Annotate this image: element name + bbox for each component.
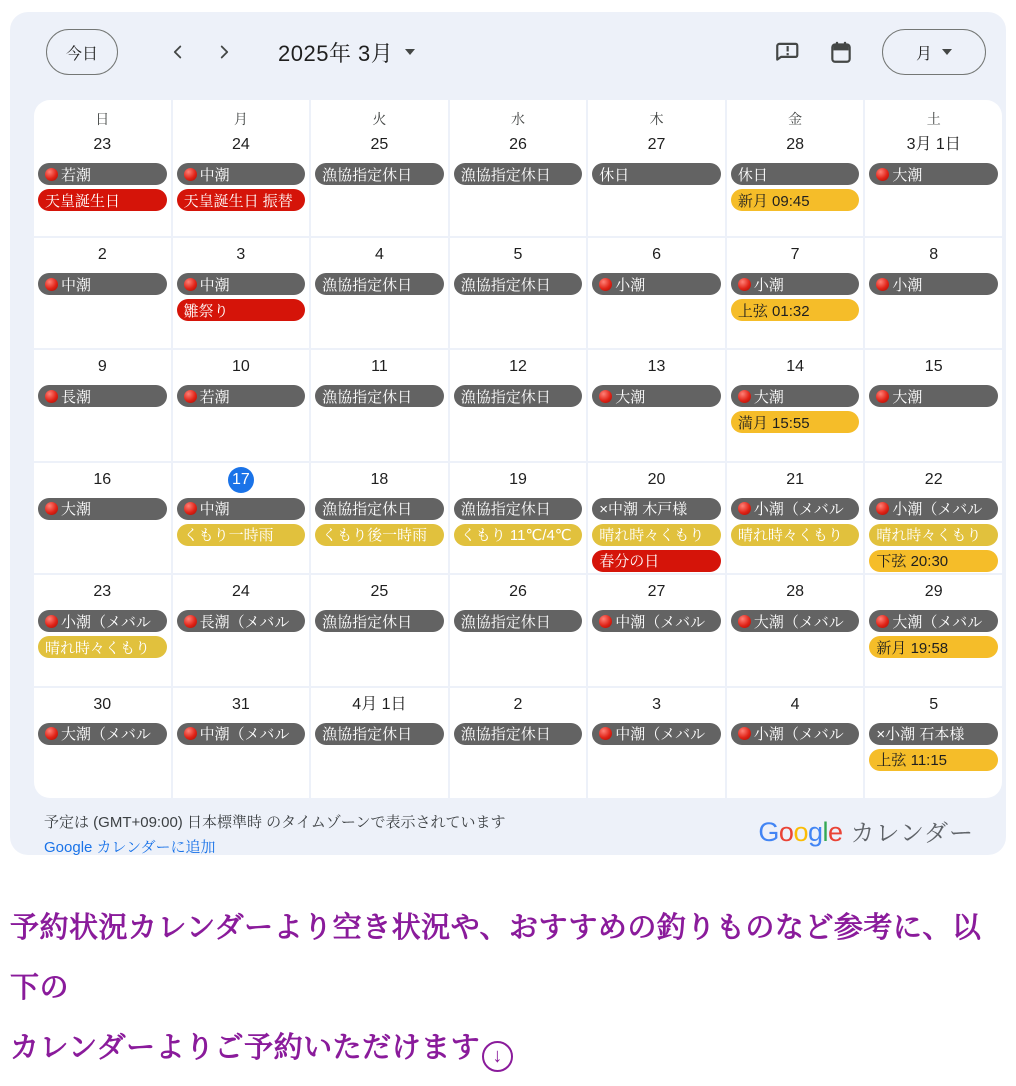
day-cell[interactable] bbox=[311, 238, 448, 348]
day-cell[interactable] bbox=[588, 100, 725, 236]
event-chip[interactable] bbox=[592, 524, 721, 546]
day-number[interactable]: 13 bbox=[647, 358, 666, 376]
day-cell[interactable] bbox=[34, 100, 171, 236]
day-cell[interactable] bbox=[311, 100, 448, 236]
event-label: 小潮 bbox=[753, 276, 784, 294]
weekday-label: 木 bbox=[649, 111, 664, 127]
day-cell[interactable] bbox=[588, 350, 725, 460]
red-circle-icon bbox=[876, 502, 889, 515]
day-number[interactable]: 31 bbox=[231, 695, 250, 713]
day-number[interactable]: 3 bbox=[652, 695, 662, 713]
event-chip[interactable] bbox=[177, 163, 306, 185]
event-chip[interactable] bbox=[177, 385, 306, 407]
google-logo-calendar-text: カレンダー bbox=[850, 820, 974, 847]
event-chip[interactable] bbox=[869, 636, 998, 658]
day-number[interactable]: 28 bbox=[786, 136, 805, 153]
event-label: 中潮 bbox=[199, 166, 230, 184]
event-label: 大潮（メバル bbox=[753, 613, 844, 631]
event-chip[interactable] bbox=[592, 723, 721, 745]
weekday-label: 日 bbox=[95, 111, 110, 127]
event-chip[interactable] bbox=[454, 610, 583, 632]
event-label: 長潮 bbox=[61, 388, 92, 406]
prev-month-button[interactable] bbox=[162, 36, 194, 68]
google-calendar-embed bbox=[10, 12, 1006, 855]
event-label: 上弦 01:32 bbox=[737, 302, 810, 320]
event-label: 満月 15:55 bbox=[737, 414, 810, 432]
month-dropdown-caret-icon[interactable] bbox=[405, 49, 415, 55]
day-number[interactable]: 24 bbox=[231, 136, 250, 153]
day-cell[interactable] bbox=[34, 688, 171, 798]
chevron-right-icon bbox=[213, 41, 235, 63]
event-chip[interactable] bbox=[592, 273, 721, 295]
day-number[interactable]: 7 bbox=[790, 246, 800, 263]
day-number[interactable]: 12 bbox=[509, 358, 527, 376]
event-chip[interactable] bbox=[454, 524, 583, 546]
day-cell[interactable] bbox=[727, 463, 864, 573]
day-number[interactable]: 30 bbox=[93, 695, 112, 713]
event-chip[interactable] bbox=[177, 498, 306, 520]
day-cell[interactable] bbox=[727, 100, 864, 236]
day-cell[interactable] bbox=[311, 688, 448, 798]
day-cell[interactable] bbox=[727, 688, 864, 798]
event-label: 中潮 bbox=[199, 276, 230, 294]
red-circle-icon bbox=[738, 390, 751, 403]
event-label: 晴れ時々くもり bbox=[876, 527, 982, 545]
event-chip[interactable] bbox=[731, 723, 860, 745]
event-chip[interactable] bbox=[177, 524, 306, 546]
day-cell[interactable] bbox=[865, 575, 1002, 685]
day-cell[interactable] bbox=[450, 575, 587, 685]
event-label: 大潮 bbox=[892, 388, 923, 406]
day-number[interactable]: 4 bbox=[790, 695, 800, 713]
day-number[interactable]: 5 bbox=[513, 246, 523, 263]
day-number[interactable]: 9 bbox=[97, 358, 107, 376]
red-circle-icon bbox=[876, 168, 889, 181]
event-label: 雛祭り bbox=[183, 302, 229, 320]
google-logo-letter: o bbox=[793, 817, 808, 847]
red-circle-icon bbox=[738, 278, 751, 291]
google-logo-letter: l bbox=[822, 817, 829, 847]
event-chip[interactable] bbox=[454, 385, 583, 407]
red-circle-icon bbox=[599, 390, 612, 403]
event-label: 休日 bbox=[737, 166, 768, 184]
red-circle-icon bbox=[876, 278, 889, 291]
event-chip[interactable] bbox=[592, 498, 721, 520]
event-chip[interactable] bbox=[177, 299, 306, 321]
event-label: 小潮（メバル bbox=[61, 613, 151, 631]
event-chip[interactable] bbox=[869, 163, 998, 185]
chevron-left-icon bbox=[167, 41, 189, 63]
event-label: 休日 bbox=[599, 166, 630, 184]
day-number[interactable]: 19 bbox=[509, 470, 527, 488]
event-label: 天皇誕生日 振替 bbox=[183, 192, 293, 210]
weekday-label: 水 bbox=[510, 111, 525, 127]
event-label: くもり一時雨 bbox=[183, 527, 274, 545]
event-chip[interactable] bbox=[869, 524, 998, 546]
google-logo-letter: g bbox=[807, 817, 823, 847]
event-chip[interactable] bbox=[315, 163, 444, 185]
event-chip[interactable] bbox=[731, 163, 860, 185]
event-chip[interactable] bbox=[315, 385, 444, 407]
event-chip[interactable] bbox=[38, 636, 167, 658]
day-cell[interactable] bbox=[173, 238, 310, 348]
day-number[interactable]: 23 bbox=[93, 136, 112, 153]
day-cell[interactable] bbox=[34, 575, 171, 685]
event-label: 漁協指定休日 bbox=[322, 726, 413, 744]
day-number[interactable]: 29 bbox=[924, 583, 943, 601]
day-cell[interactable] bbox=[173, 575, 310, 685]
event-chip[interactable] bbox=[177, 189, 306, 211]
day-cell[interactable] bbox=[588, 575, 725, 685]
day-number[interactable]: 2 bbox=[513, 695, 523, 713]
red-circle-icon bbox=[599, 615, 612, 628]
event-label: 下弦 20:30 bbox=[876, 553, 949, 571]
event-chip[interactable] bbox=[454, 723, 583, 745]
event-label: 中潮 bbox=[199, 501, 230, 519]
event-chip[interactable] bbox=[454, 273, 583, 295]
day-number[interactable]: 14 bbox=[786, 358, 805, 376]
day-cell[interactable] bbox=[311, 463, 448, 573]
day-cell[interactable] bbox=[34, 350, 171, 460]
event-label: 大潮（メバル bbox=[61, 726, 151, 744]
event-chip[interactable] bbox=[454, 498, 583, 520]
event-label: 春分の日 bbox=[599, 553, 660, 571]
event-chip[interactable] bbox=[731, 189, 860, 211]
red-circle-icon bbox=[184, 727, 197, 740]
event-label: 天皇誕生日 bbox=[45, 192, 121, 210]
event-chip[interactable] bbox=[177, 610, 306, 632]
event-chip[interactable] bbox=[731, 498, 860, 520]
event-label: 小潮 bbox=[892, 276, 923, 294]
event-label: 中潮（メバル bbox=[615, 726, 706, 744]
day-cell[interactable] bbox=[311, 575, 448, 685]
today-date-badge[interactable]: 17 bbox=[228, 467, 254, 493]
red-circle-icon bbox=[45, 278, 58, 291]
view-selector-label: 月 bbox=[915, 45, 932, 63]
red-circle-icon bbox=[599, 727, 612, 740]
day-number[interactable]: 11 bbox=[371, 358, 388, 376]
day-number[interactable]: 16 bbox=[93, 470, 112, 488]
event-label: 小潮（メバル bbox=[892, 501, 983, 519]
event-label: 中潮（メバル bbox=[199, 726, 290, 744]
event-chip[interactable] bbox=[38, 163, 167, 185]
event-label: 晴れ時々くもり bbox=[737, 527, 843, 545]
google-logo-letter: o bbox=[778, 817, 794, 847]
red-circle-icon bbox=[184, 278, 197, 291]
event-label: 漁協指定休日 bbox=[460, 276, 551, 294]
day-cell[interactable] bbox=[450, 463, 587, 573]
event-chip[interactable] bbox=[869, 610, 998, 632]
event-label: 大潮 bbox=[753, 388, 784, 406]
event-label: 大潮 bbox=[61, 501, 92, 519]
day-cell[interactable] bbox=[311, 350, 448, 460]
day-number[interactable]: 10 bbox=[231, 358, 250, 376]
red-circle-icon bbox=[599, 278, 612, 291]
day-cell[interactable] bbox=[865, 100, 1002, 236]
day-cell[interactable] bbox=[865, 463, 1002, 573]
note-line-1: 予約状況カレンダーより空き状況や、おすすめの釣りものなど参考に、以下の bbox=[10, 912, 982, 1004]
month-title[interactable]: 2025年 3月 bbox=[278, 40, 394, 66]
day-number[interactable]: 28 bbox=[786, 583, 805, 601]
day-number[interactable]: 25 bbox=[370, 583, 389, 601]
red-circle-icon bbox=[876, 615, 889, 628]
day-number[interactable]: 22 bbox=[924, 470, 943, 488]
event-label: 長潮（メバル bbox=[199, 613, 290, 631]
red-circle-icon bbox=[184, 502, 197, 515]
day-cell[interactable] bbox=[173, 350, 310, 460]
event-label: 小潮（メバル bbox=[753, 726, 844, 744]
circled-down-arrow-icon: ↓ bbox=[482, 1041, 513, 1072]
day-cell[interactable] bbox=[588, 463, 725, 573]
event-chip[interactable] bbox=[315, 273, 444, 295]
red-circle-icon bbox=[45, 727, 58, 740]
event-label: くもり 11℃/4℃ bbox=[460, 527, 572, 545]
weekday-label: 月 bbox=[233, 111, 248, 127]
day-cell[interactable] bbox=[450, 350, 587, 460]
event-label: 漁協指定休日 bbox=[322, 501, 413, 519]
event-label: 晴れ時々くもり bbox=[45, 639, 151, 657]
day-number[interactable]: 8 bbox=[929, 246, 939, 263]
event-label: 漁協指定休日 bbox=[322, 166, 413, 184]
event-label: 中潮 bbox=[61, 276, 92, 294]
google-logo-letters bbox=[758, 817, 842, 848]
day-cell[interactable] bbox=[34, 238, 171, 348]
day-number[interactable]: 2 bbox=[97, 246, 107, 263]
event-chip[interactable] bbox=[731, 299, 860, 321]
day-number[interactable]: 27 bbox=[647, 583, 666, 601]
red-circle-icon bbox=[184, 390, 197, 403]
event-chip[interactable] bbox=[869, 385, 998, 407]
event-chip[interactable] bbox=[869, 723, 998, 745]
event-chip[interactable] bbox=[731, 273, 860, 295]
day-cell[interactable] bbox=[588, 688, 725, 798]
event-label: 漁協指定休日 bbox=[460, 166, 551, 184]
event-chip[interactable] bbox=[315, 498, 444, 520]
event-label: 上弦 11:15 bbox=[876, 752, 948, 770]
event-label: くもり後一時雨 bbox=[322, 527, 428, 545]
day-cell[interactable] bbox=[727, 575, 864, 685]
day-cell[interactable] bbox=[727, 350, 864, 460]
calendar-grid bbox=[34, 100, 1002, 798]
view-selector[interactable] bbox=[882, 29, 986, 75]
event-label: 大潮（メバル bbox=[892, 613, 983, 631]
day-cell[interactable] bbox=[173, 688, 310, 798]
day-number[interactable]: 18 bbox=[370, 470, 389, 488]
red-circle-icon bbox=[738, 727, 751, 740]
event-label: 中潮（メバル bbox=[615, 613, 706, 631]
calendar-icon bbox=[828, 39, 854, 65]
red-circle-icon bbox=[45, 502, 58, 515]
day-cell[interactable] bbox=[865, 350, 1002, 460]
today-button[interactable]: 今日 bbox=[46, 29, 118, 75]
red-circle-icon bbox=[738, 502, 751, 515]
feedback-button[interactable] bbox=[774, 39, 800, 65]
event-chip[interactable] bbox=[592, 385, 721, 407]
day-number[interactable]: 24 bbox=[231, 583, 250, 601]
event-chip[interactable] bbox=[38, 610, 167, 632]
event-label: 大潮 bbox=[615, 388, 646, 406]
day-number[interactable]: 26 bbox=[509, 583, 527, 601]
event-chip[interactable] bbox=[592, 610, 721, 632]
day-cell[interactable] bbox=[450, 100, 587, 236]
add-to-google-calendar-link[interactable]: Google カレンダーに追加 bbox=[44, 839, 216, 856]
event-label: ×小潮 石本様 bbox=[876, 726, 965, 744]
event-chip[interactable] bbox=[38, 498, 167, 520]
day-number[interactable]: 3 bbox=[236, 246, 246, 263]
event-label: 若潮 bbox=[199, 388, 230, 406]
event-chip[interactable] bbox=[731, 524, 860, 546]
day-number[interactable]: 25 bbox=[370, 136, 389, 153]
view-dropdown-caret-icon bbox=[942, 49, 952, 55]
day-number[interactable]: 20 bbox=[647, 470, 666, 488]
red-circle-icon bbox=[876, 390, 889, 403]
red-circle-icon bbox=[184, 168, 197, 181]
event-chip[interactable] bbox=[592, 550, 721, 572]
event-label: 漁協指定休日 bbox=[460, 726, 551, 744]
weekday-label: 土 bbox=[926, 111, 941, 127]
event-chip[interactable] bbox=[38, 723, 167, 745]
event-label: 若潮 bbox=[61, 166, 92, 184]
day-number[interactable]: 26 bbox=[509, 136, 527, 153]
day-cell[interactable] bbox=[450, 238, 587, 348]
day-cell[interactable] bbox=[450, 688, 587, 798]
note-line-2 bbox=[10, 1018, 1010, 1078]
day-number[interactable]: 27 bbox=[647, 136, 666, 153]
event-chip[interactable] bbox=[869, 498, 998, 520]
day-number[interactable]: 21 bbox=[786, 470, 805, 488]
event-chip[interactable] bbox=[454, 163, 583, 185]
feedback-icon bbox=[774, 39, 800, 65]
event-chip[interactable] bbox=[177, 723, 306, 745]
note-line-2-text: カレンダーよりご予約いただけます bbox=[10, 1032, 481, 1064]
event-chip[interactable] bbox=[731, 411, 860, 433]
red-circle-icon bbox=[45, 168, 58, 181]
day-number[interactable]: 23 bbox=[93, 583, 112, 601]
event-label: 新月 19:58 bbox=[876, 639, 949, 657]
day-number[interactable]: 4月 1日 bbox=[352, 695, 407, 713]
event-chip[interactable] bbox=[38, 273, 167, 295]
red-circle-icon bbox=[45, 390, 58, 403]
red-circle-icon bbox=[738, 615, 751, 628]
day-cell[interactable] bbox=[34, 463, 171, 573]
day-cell[interactable] bbox=[727, 238, 864, 348]
google-calendar-logo[interactable] bbox=[758, 813, 974, 848]
event-chip[interactable] bbox=[315, 524, 444, 546]
event-chip[interactable] bbox=[731, 385, 860, 407]
event-chip[interactable] bbox=[592, 163, 721, 185]
red-circle-icon bbox=[184, 615, 197, 628]
event-chip[interactable] bbox=[38, 189, 167, 211]
print-calendar-button[interactable] bbox=[828, 39, 854, 65]
weekday-label: 金 bbox=[788, 111, 803, 127]
event-chip[interactable] bbox=[869, 550, 998, 572]
event-label: 新月 09:45 bbox=[737, 192, 810, 210]
event-chip[interactable] bbox=[731, 610, 860, 632]
day-cell[interactable] bbox=[865, 688, 1002, 798]
day-number[interactable]: 4 bbox=[374, 246, 384, 263]
day-number[interactable]: 5 bbox=[929, 695, 939, 713]
timezone-text: 予定は (GMT+09:00) 日本標準時 のタイムゾーンで表示されています bbox=[44, 814, 506, 831]
event-label: 大潮 bbox=[892, 166, 923, 184]
event-chip[interactable] bbox=[38, 385, 167, 407]
day-cell[interactable] bbox=[865, 238, 1002, 348]
event-chip[interactable] bbox=[315, 610, 444, 632]
google-logo-letter: G bbox=[758, 817, 779, 847]
event-label: 漁協指定休日 bbox=[460, 613, 551, 631]
event-label: ×中潮 木戸様 bbox=[599, 501, 688, 519]
weekday-label: 火 bbox=[372, 111, 387, 127]
google-logo-letter: e bbox=[828, 817, 843, 847]
day-number[interactable]: 15 bbox=[924, 358, 943, 376]
day-number[interactable]: 3月 1日 bbox=[906, 136, 961, 153]
day-cell[interactable] bbox=[173, 100, 310, 236]
red-circle-icon bbox=[45, 615, 58, 628]
event-label: 小潮（メバル bbox=[753, 501, 844, 519]
event-label: 漁協指定休日 bbox=[322, 613, 413, 631]
event-chip[interactable] bbox=[869, 273, 998, 295]
event-label: 漁協指定休日 bbox=[322, 388, 413, 406]
day-number[interactable]: 6 bbox=[652, 246, 662, 263]
event-chip[interactable] bbox=[869, 749, 998, 771]
event-chip[interactable] bbox=[315, 723, 444, 745]
event-label: 漁協指定休日 bbox=[322, 276, 413, 294]
calendar-toolbar bbox=[34, 28, 986, 76]
event-label: 晴れ時々くもり bbox=[599, 527, 705, 545]
day-cell[interactable] bbox=[588, 238, 725, 348]
event-chip[interactable] bbox=[177, 273, 306, 295]
event-label: 漁協指定休日 bbox=[460, 501, 551, 519]
event-label: 漁協指定休日 bbox=[460, 388, 551, 406]
reservation-note bbox=[10, 898, 1010, 1078]
event-label: 小潮 bbox=[615, 276, 646, 294]
next-month-button[interactable] bbox=[208, 36, 240, 68]
day-cell[interactable] bbox=[173, 463, 310, 573]
